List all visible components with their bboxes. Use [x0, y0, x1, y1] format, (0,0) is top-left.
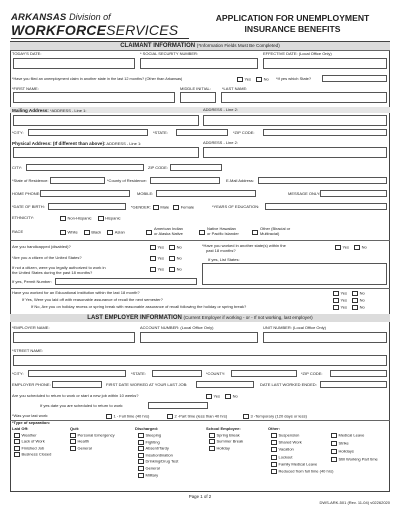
quit-checkbox[interactable] — [70, 446, 76, 451]
discharged-label: Absent/Tardy — [145, 445, 169, 451]
filed-other-state-yes-checkbox[interactable] — [237, 77, 243, 82]
full-time-option: 1 - Full time (40 hrs) — [106, 414, 149, 419]
discharged-item — [138, 446, 169, 451]
employer-city-label: *CITY: — [12, 371, 24, 376]
which-state-field[interactable] — [322, 75, 387, 82]
no-label: No — [263, 76, 269, 82]
laid-off-label: Finished Job — [21, 445, 45, 451]
other-b-checkbox[interactable] — [331, 457, 337, 462]
ethnicity-options — [60, 216, 120, 221]
filed-other-state-no-checkbox[interactable] — [256, 77, 262, 82]
disabled-no-checkbox[interactable] — [169, 245, 175, 250]
other-race-checkbox[interactable] — [252, 230, 258, 235]
permit-number-field[interactable] — [55, 278, 197, 285]
first-date-worked-field[interactable] — [196, 381, 254, 388]
physical-address-line2-label: ADDRESS - Line 2: — [203, 140, 238, 145]
gender-options — [131, 205, 194, 210]
school-checkbox[interactable] — [209, 446, 215, 451]
physical-address-line1-field[interactable] — [13, 147, 199, 158]
effective-date-field[interactable] — [263, 58, 387, 69]
physical-address-heading: Physical Address: (If different than above): ADDRESS - Line 1: — [12, 141, 142, 146]
home-phone-field[interactable] — [40, 190, 130, 197]
laid-off-checkbox[interactable] — [14, 446, 20, 451]
quit-item — [70, 446, 92, 451]
physical-city-label: CITY: — [12, 165, 23, 170]
other-b-item — [331, 449, 354, 454]
laid-off-checkbox[interactable] — [14, 433, 20, 438]
other-b-label: Holidays — [338, 448, 354, 454]
todays-date-field[interactable] — [13, 58, 135, 69]
education-recess-question: If No, Are you on holiday recess or spring break with reasonable assurance of recall following the holiday or spring break? — [31, 304, 247, 309]
discharged-label: Military — [145, 472, 159, 478]
logo-underline — [11, 38, 189, 39]
recall-no-checkbox[interactable] — [352, 298, 358, 303]
yes-label: Yes — [244, 76, 252, 82]
other-b-item — [331, 441, 349, 446]
filed-other-state-question: *Have you filed an unemployment claim in another state in the last 12 months? (Other than Arkansas) — [12, 77, 183, 81]
other-b-item — [331, 457, 378, 462]
education-options-2: Yes No — [333, 298, 365, 303]
other-item — [271, 462, 317, 467]
recess-no-checkbox[interactable] — [352, 305, 358, 310]
school-checkbox[interactable] — [209, 439, 215, 444]
laid-off-item — [14, 452, 51, 457]
not-citizen-question: If not a citizen, were you legally authorized to work in the United States during the past 18 months? — [12, 265, 106, 275]
message-only-label: MESSAGE ONLY: — [288, 191, 321, 196]
quit-label: Health — [77, 438, 90, 444]
last-date-worked-label: DATE LAST WORKED ENDED: — [260, 382, 317, 387]
discharged-item — [138, 453, 173, 458]
laid-off-label: Weather — [21, 432, 37, 438]
filed-other-state-options — [237, 77, 269, 82]
other-label: Family Medical Leave — [278, 461, 318, 467]
other-checkbox[interactable] — [271, 433, 277, 438]
years-education-label: *YEARS OF EDUCATION: — [212, 204, 260, 209]
school-label: Spring Break — [216, 432, 240, 438]
other-label: Vacation — [278, 446, 294, 452]
disabled-options: Yes No — [150, 245, 182, 250]
employer-zip-label: *ZIP CODE: — [301, 371, 323, 376]
discharged-checkbox[interactable] — [138, 466, 144, 471]
employer-phone-label: EMPLOYER PHONE: — [12, 382, 51, 387]
laid-off-checkbox[interactable] — [14, 452, 20, 457]
male-checkbox[interactable] — [153, 205, 159, 210]
other-label: Shared Work — [278, 439, 302, 445]
discharged-item — [138, 440, 160, 445]
return-to-work-options: Yes No — [206, 394, 238, 399]
other-item — [271, 433, 299, 438]
school-item — [209, 439, 243, 444]
mailing-city-label: *CITY: — [12, 130, 24, 135]
other-b-label: Medical Leave — [338, 432, 365, 438]
dob-field[interactable] — [48, 203, 126, 210]
hispanic-label: Hispanic — [105, 215, 121, 221]
school-label: Holiday — [216, 445, 230, 451]
form-title-line1: APPLICATION FOR UNEMPLOYMENT — [215, 13, 370, 23]
mobile-label: MOBILE: — [137, 191, 154, 196]
account-number-label: ACCOUNT NUMBER: (Local Office Only) — [140, 325, 214, 330]
laid-off-item — [14, 446, 44, 451]
other-checkbox[interactable] — [271, 455, 277, 460]
discharged-checkbox[interactable] — [138, 446, 144, 451]
discharged-item — [138, 473, 158, 478]
black-checkbox[interactable] — [84, 230, 90, 235]
race-label: RACE — [12, 229, 24, 234]
white-label: White — [67, 229, 78, 235]
last-work-question: *Was your last work: — [12, 413, 49, 418]
female-checkbox[interactable] — [173, 205, 179, 210]
dob-label: *DATE OF BIRTH: — [12, 204, 45, 209]
mailing-city-field[interactable] — [28, 129, 148, 136]
school-employee-heading: School Employee: — [206, 426, 241, 431]
other-checkbox[interactable] — [271, 440, 277, 445]
claimant-section-title: CLAIMANT INFORMATION (*Information Fields Must Be Completed) — [120, 43, 280, 49]
native-hawaiian-label: Native Hawaiian or Pacific Islander — [207, 226, 239, 236]
mailing-zip-field[interactable] — [263, 129, 387, 136]
disabled-question: Are you handicapped (disabled)? — [12, 244, 71, 249]
logo-services: SERVICES — [106, 22, 179, 38]
education-options-3: Yes No — [333, 305, 365, 310]
mailing-address-line1-field[interactable] — [13, 115, 199, 126]
other-b-checkbox[interactable] — [331, 449, 337, 454]
citizen-yes-checkbox[interactable] — [150, 256, 156, 261]
part-time-checkbox[interactable] — [167, 414, 173, 419]
form-id: DWS-ARK-501 (Rev. 11-04) v02262020 — [319, 500, 390, 505]
part-time-option: 2 -Part time (less than 40 hrs) — [167, 414, 227, 419]
discharged-checkbox[interactable] — [138, 453, 144, 458]
employer-name-field[interactable] — [13, 332, 135, 343]
recess-yes-checkbox[interactable] — [333, 305, 339, 310]
state-of-residence-field[interactable] — [50, 177, 105, 184]
discharged-checkbox[interactable] — [138, 473, 144, 478]
laid-off-checkbox[interactable] — [14, 439, 20, 444]
other-item — [271, 469, 333, 474]
middle-initial-field[interactable] — [180, 92, 216, 103]
employer-zip-field[interactable] — [330, 370, 387, 377]
asian-label: Asian — [114, 229, 125, 235]
ssn-field[interactable] — [140, 58, 258, 69]
logo-workforce: WORKFORCE — [11, 22, 107, 38]
mailing-state-field[interactable] — [176, 129, 228, 136]
employer-section-title: LAST EMPLOYER INFORMATION (Current Employer if working - or - If not working, last employer) — [87, 315, 313, 321]
other-b-checkbox[interactable] — [331, 441, 337, 446]
quit-item — [70, 433, 115, 438]
county-of-residence-field[interactable] — [150, 177, 220, 184]
return-yes-checkbox[interactable] — [206, 394, 212, 399]
worked-other-state-yes-checkbox[interactable] — [335, 245, 341, 250]
laid-off-label: Business Closed — [21, 451, 52, 457]
authorized-yes-checkbox[interactable] — [150, 267, 156, 272]
logo-state: ARKANSAS — [11, 12, 67, 23]
physical-zip-field[interactable] — [170, 164, 222, 171]
worked-other-state-question: *Have you worked in another state(s) within the past 18 months? — [202, 243, 286, 253]
other-b-label: Strike — [338, 440, 349, 446]
other-item — [271, 447, 294, 452]
effective-date-label: EFFECTIVE DATE: (Local Office Only) — [263, 51, 332, 56]
first-name-field[interactable] — [13, 92, 175, 103]
citizen-question: *Are you a citizen of the United States? — [12, 255, 82, 260]
other-label: Lockout — [278, 454, 293, 460]
permit-number-label: If yes, Permit Number: — [12, 279, 52, 284]
mailing-state-label: *STATE: — [153, 130, 168, 135]
unit-number-label: UNIT NUMBER: (Local Office Only) — [263, 325, 326, 330]
other-heading: Other: — [268, 426, 280, 431]
discharged-label: Sleeping — [145, 432, 162, 438]
which-state-label: *If yes which State? — [276, 76, 312, 81]
education-no-checkbox[interactable] — [352, 291, 358, 296]
school-checkbox[interactable] — [209, 433, 215, 438]
non-hispanic-label: Non-Hispanic — [67, 215, 92, 221]
physical-city-field[interactable] — [26, 164, 144, 171]
temporary-checkbox[interactable] — [243, 414, 249, 419]
female-label: Female — [180, 204, 195, 210]
other-item — [271, 440, 302, 445]
ethnicity-label: ETHNICITY: — [12, 215, 35, 220]
laid-off-item — [14, 433, 37, 438]
discharged-heading: Discharged: — [135, 426, 159, 431]
laid-off-heading: Laid Off: — [12, 426, 29, 431]
county-of-residence-label: *County of Residence: — [107, 178, 147, 183]
return-date-label: If yes date you are scheduled to return to work: — [40, 403, 124, 408]
temporary-option: 3 -Temporary (120 days or less) — [243, 414, 307, 419]
home-phone-label: HOME PHONE: — [12, 191, 41, 196]
white-checkbox[interactable] — [60, 230, 66, 235]
gender-label: *GENDER: — [131, 204, 151, 210]
agency-logo — [11, 12, 191, 42]
discharged-label: General — [145, 465, 160, 471]
email-field[interactable] — [258, 177, 387, 184]
quit-heading: Quit: — [70, 426, 80, 431]
other-race-label: Other (Biracial or Multiracial) — [260, 226, 291, 236]
mailing-zip-label: *ZIP CODE: — [233, 130, 255, 135]
education-question: Have you worked for an Educational institution within the last 18 month? — [12, 290, 140, 295]
male-label: Male — [160, 204, 170, 210]
worked-other-state-options: Yes No — [335, 245, 367, 250]
hispanic-checkbox[interactable] — [98, 216, 104, 221]
school-item — [209, 433, 240, 438]
american-indian-checkbox[interactable] — [146, 230, 152, 235]
authorized-no-checkbox[interactable] — [169, 267, 175, 272]
return-no-checkbox[interactable] — [225, 394, 231, 399]
other-item — [271, 455, 293, 460]
other-checkbox[interactable] — [271, 469, 277, 474]
discharged-item — [138, 466, 160, 471]
quit-checkbox[interactable] — [70, 433, 76, 438]
other-checkbox[interactable] — [271, 462, 277, 467]
email-label: E-Mail Address: — [226, 178, 255, 183]
authorized-options: Yes No — [150, 267, 182, 272]
citizen-options: Yes No — [150, 256, 182, 261]
first-name-label: *FIRST NAME: — [12, 86, 39, 91]
race-options-a — [60, 230, 125, 235]
worked-other-state-no-checkbox[interactable] — [354, 245, 360, 250]
quit-item — [70, 439, 89, 444]
form-title-line2: INSURANCE BENEFITS — [244, 24, 341, 34]
discharged-label: Fighting — [145, 439, 160, 445]
last-name-label: *LAST NAME: — [222, 86, 248, 91]
ssn-label: * SOCIAL SECURITY NUMBER: — [140, 51, 199, 56]
school-item — [209, 446, 230, 451]
discharged-checkbox[interactable] — [138, 440, 144, 445]
other-b-item — [331, 433, 364, 438]
form-title — [195, 13, 390, 35]
other-b-label: Still Working Part time — [338, 456, 378, 462]
state-of-residence-label: *State of Residence: — [12, 178, 49, 183]
logo-division: Division of — [69, 12, 111, 22]
mobile-field[interactable] — [156, 190, 256, 197]
american-indian-label: American Indian or Alaska Native — [154, 226, 183, 236]
street-name-label: *STREET NAME: — [12, 348, 44, 353]
full-time-checkbox[interactable] — [106, 414, 112, 419]
mailing-address-line2-label: ADDRESS - Line 2: — [203, 107, 238, 112]
middle-initial-label: MIDDLE INITIAL: — [180, 86, 211, 91]
return-date-field[interactable] — [148, 402, 208, 409]
mailing-address-line2-field[interactable] — [203, 115, 387, 126]
discharged-item — [138, 433, 161, 438]
education-recall-question: If Yes, Were you laid off with reasonable assurance of recall the next semester? — [22, 297, 163, 302]
quit-label: Personal Emergency — [77, 432, 115, 438]
other-checkbox[interactable] — [271, 447, 277, 452]
mailing-address-heading: Mailing Address: *ADDRESS - Line 1: — [12, 108, 87, 113]
employer-city-field[interactable] — [28, 370, 126, 377]
employer-name-label: *EMPLOYER NAME: — [12, 325, 50, 330]
message-only-field[interactable] — [320, 190, 387, 197]
last-date-worked-field[interactable] — [320, 381, 387, 388]
physical-zip-label: ZIP CODE: — [148, 165, 168, 170]
education-yes-checkbox[interactable] — [333, 291, 339, 296]
recall-yes-checkbox[interactable] — [333, 298, 339, 303]
native-hawaiian-checkbox[interactable] — [199, 230, 205, 235]
black-label: Black — [91, 229, 102, 235]
laid-off-label: Lack of Work — [21, 438, 45, 444]
school-label: Summer Break — [216, 438, 244, 444]
list-states-label: If yes, List States: — [208, 257, 240, 262]
list-states-field[interactable] — [202, 263, 387, 285]
separation-type-label: *Type of separation: — [12, 420, 51, 425]
first-date-worked-label: FIRST DATE WORKED AT YOUR LAST JOB: — [106, 382, 188, 387]
employer-county-label: *COUNTY: — [206, 371, 226, 376]
employer-state-field[interactable] — [152, 370, 202, 377]
employer-county-field[interactable] — [231, 370, 297, 377]
asian-checkbox[interactable] — [107, 230, 113, 235]
other-b-checkbox[interactable] — [331, 433, 337, 438]
years-education-field[interactable] — [265, 203, 387, 210]
discharged-label: Insubordination — [145, 452, 173, 458]
quit-label: General — [77, 445, 92, 451]
laid-off-item — [14, 439, 45, 444]
todays-date-label: TODAY'S DATE: — [12, 51, 42, 56]
discharged-checkbox[interactable] — [138, 459, 144, 464]
unit-number-field[interactable] — [263, 332, 387, 343]
last-name-field[interactable] — [221, 92, 387, 103]
return-to-work-question: Are you scheduled to return to work or start a new job within 10 weeks? — [12, 393, 139, 398]
account-number-field[interactable] — [140, 332, 258, 343]
discharged-item — [138, 459, 178, 464]
education-options-1: Yes No — [333, 291, 365, 296]
employer-state-label: *STATE: — [131, 371, 146, 376]
other-label: Suspension — [278, 432, 300, 438]
employer-phone-field[interactable] — [52, 381, 102, 388]
page-number: Page 1 of 2 — [188, 494, 212, 499]
discharged-checkbox[interactable] — [138, 433, 144, 438]
quit-checkbox[interactable] — [70, 439, 76, 444]
discharged-label: Drinking/Drug Test — [145, 458, 179, 464]
citizen-no-checkbox[interactable] — [169, 256, 175, 261]
non-hispanic-checkbox[interactable] — [60, 216, 66, 221]
physical-address-line2-field[interactable] — [203, 147, 387, 158]
other-label: Reduced from full time (40 hrs) — [278, 468, 334, 474]
street-name-field[interactable] — [13, 355, 387, 366]
disabled-yes-checkbox[interactable] — [150, 245, 156, 250]
